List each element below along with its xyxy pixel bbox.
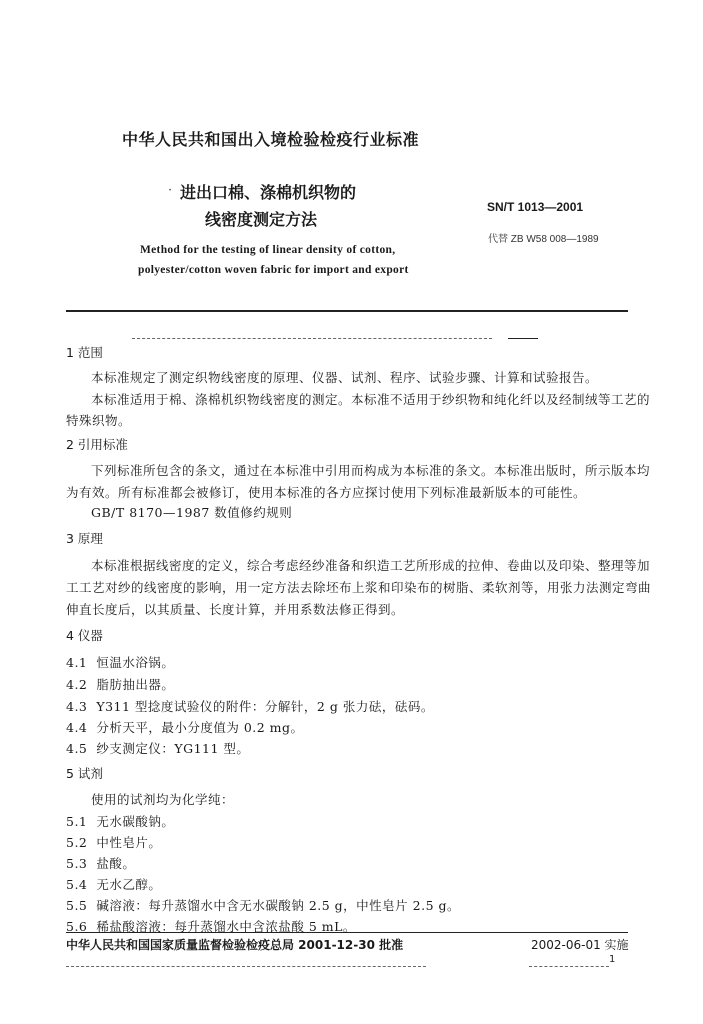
section-1-heading: 1 范围 xyxy=(66,345,103,360)
list-item-5-5 xyxy=(66,896,460,914)
header-dash-rule xyxy=(132,338,492,339)
item-number: 5.4 xyxy=(66,877,88,892)
title-line-1: 进出口棉、涤棉机织物的 xyxy=(180,183,357,202)
item-number: 4.4 xyxy=(66,720,88,735)
issuing-authority: 中华人民共和国国家质量监督检验检疫总局 2001-12-30 批准 xyxy=(66,938,404,952)
list-item-5-3 xyxy=(66,854,135,872)
item-text: 无水乙醇。 xyxy=(96,877,162,892)
list-item-5-2 xyxy=(66,833,161,851)
item-text: 碱溶液：每升蒸馏水中含无水碳酸钠 2.5 g，中性皂片 2.5 g。 xyxy=(96,898,461,913)
replaces-standard: 代替 ZB W58 008—1989 xyxy=(488,234,599,245)
english-title-line-2: polyester/cotton woven fabric for import and export xyxy=(138,264,409,276)
section-3-paragraph-1a: 本标准根据线密度的定义，综合考虑经纱准备和织造工艺所形成的拉伸、卷曲以及印染、整理等加 xyxy=(91,558,651,573)
header-rule xyxy=(66,310,628,312)
title-line-2: 线密度测定方法 xyxy=(205,210,318,229)
item-number: 4.1 xyxy=(66,655,88,670)
item-number: 5.1 xyxy=(66,814,88,829)
list-item-4-2 xyxy=(66,675,174,693)
footer-dash-rule xyxy=(66,966,426,967)
item-text: 分析天平，最小分度值为 0.2 mg。 xyxy=(96,720,304,735)
list-item-5-1 xyxy=(66,812,174,830)
section-4-heading: 4 仪器 xyxy=(66,628,103,643)
item-text: 恒温水浴锅。 xyxy=(96,655,175,670)
list-item-5-4 xyxy=(66,875,161,893)
item-text: 稀盐酸溶液：每升蒸馏水中含浓盐酸 5 mL。 xyxy=(96,919,356,934)
item-number: 4.2 xyxy=(66,677,88,692)
section-3-paragraph-1c: 伸直长度后，以其质量、长度计算，并用系数法修正得到。 xyxy=(66,602,405,617)
item-number: 5.5 xyxy=(66,898,88,913)
item-number: 5.2 xyxy=(66,835,88,850)
list-item-4-1 xyxy=(66,653,174,671)
page-number: 1 xyxy=(609,954,616,965)
item-text: 纱支测定仪：YG111 型。 xyxy=(96,741,250,756)
item-text: Y311 型捻度试验仪的附件：分解针，2 g 张力砝，砝码。 xyxy=(96,699,434,714)
item-text: 盐酸。 xyxy=(96,856,136,871)
section-1-paragraph-1: 本标准规定了测定织物线密度的原理、仪器、试剂、程序、试验步骤、计算和试验报告。 xyxy=(91,370,599,385)
list-item-4-5 xyxy=(66,739,249,757)
footer-dash-rule-right xyxy=(529,966,609,967)
header-dash-tail xyxy=(508,338,538,339)
footer-top-rule xyxy=(66,932,628,933)
list-item-4-3 xyxy=(66,697,434,715)
item-number: 5.6 xyxy=(66,919,88,934)
item-text: 无水碳酸钠。 xyxy=(96,814,175,829)
list-item-4-4 xyxy=(66,718,304,736)
english-title-line-1: Method for the testing of linear density of cotton, xyxy=(140,244,396,256)
section-1-paragraph-2a: 本标准适用于棉、涤棉机织物线密度的测定。本标准不适用于纱织物和纯化纤以及经制绒等工艺的 xyxy=(91,392,651,407)
section-2-reference: GB/T 8170—1987 数值修约规则 xyxy=(91,505,293,520)
section-5-intro: 使用的试剂均为化学纯： xyxy=(91,792,235,807)
section-2-paragraph-1b: 为有效。所有标准都会被修订，使用本标准的各方应探讨使用下列标准最新版本的可能性。 xyxy=(66,485,587,500)
standard-category: 中华人民共和国出入境检验检疫行业标准 xyxy=(122,130,420,149)
effective-date: 2002-06-01 实施 xyxy=(531,938,629,952)
section-3-paragraph-1b: 工工艺对纱的线密度的影响，用一定方法去除坯布上浆和印染布的树脂、柔软剂等，用张力法测定弯曲 xyxy=(66,580,652,595)
standard-number: SN/T 1013—2001 xyxy=(487,200,584,214)
item-text: 中性皂片。 xyxy=(96,835,162,850)
item-number: 4.3 xyxy=(66,699,88,714)
section-1-paragraph-2b: 特殊织物。 xyxy=(66,413,132,428)
item-number: 5.3 xyxy=(66,856,88,871)
section-5-heading: 5 试剂 xyxy=(66,766,103,781)
item-number: 4.5 xyxy=(66,741,88,756)
item-text: 脂肪抽出器。 xyxy=(96,677,175,692)
section-2-paragraph-1a: 下列标准所包含的条文，通过在本标准中引用而构成为本标准的条文。本标准出版时，所示版本均 xyxy=(91,463,651,478)
section-2-heading: 2 引用标准 xyxy=(66,437,128,452)
title-mark: · xyxy=(168,183,173,198)
section-3-heading: 3 原理 xyxy=(66,531,103,546)
